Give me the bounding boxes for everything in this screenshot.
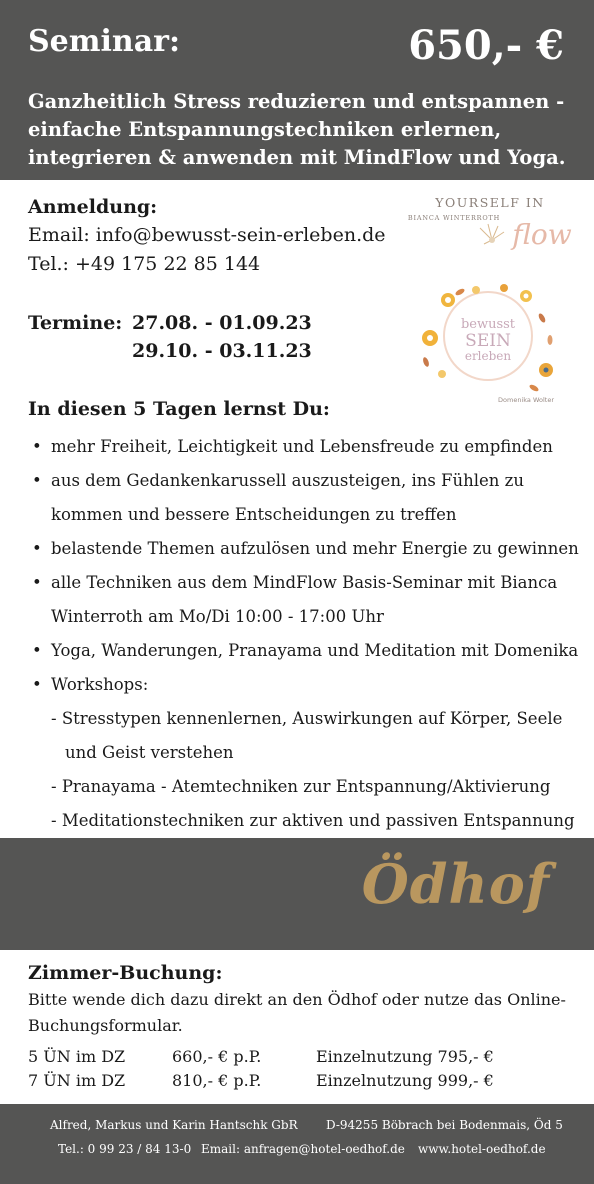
zimmer-text: Bitte wende dich dazu direkt an den Ödhof oder nutze das Online-Buchungsformular. (28, 990, 566, 1035)
bullet-item: • alle Techniken aus dem MindFlow Basis-Seminar mit Bianca (32, 566, 582, 600)
rate-nights: 5 ÜN im DZ (28, 1047, 126, 1066)
termin-date-2: 29.10. - 03.11.23 (132, 340, 312, 362)
footer-web[interactable]: www.hotel-oedhof.de (418, 1142, 546, 1156)
bullet-item: • mehr Freiheit, Leichtigkeit und Lebensfreude zu empfinden (32, 430, 582, 464)
rate-table (28, 1045, 568, 1093)
footer-owners: Alfred, Markus und Karin Hantschk GbR (50, 1118, 298, 1132)
oedhof-logo: Ödhof (361, 852, 550, 916)
workshop-item: - Pranayama - Atemtechniken zur Entspannung/Aktivierung (51, 777, 551, 796)
rate-nights: 7 ÜN im DZ (28, 1071, 126, 1090)
yourself-in-flow-logo (404, 192, 576, 262)
workshop-item: - Meditationstechniken zur aktiven und passiven Entspannung (51, 811, 575, 830)
footer-email[interactable]: Email: anfragen@hotel-oedhof.de (201, 1142, 405, 1156)
footer-tel[interactable]: Tel.: 0 99 23 / 84 13-0 (58, 1142, 192, 1156)
bewusst-sein-erleben-logo (408, 278, 568, 406)
rate-single: Einzelnutzung 999,- € (316, 1071, 494, 1090)
header-banner (0, 0, 594, 180)
logo-erleben-text: erleben (464, 349, 512, 363)
footer (0, 1104, 594, 1184)
bullet-item: • Workshops: (32, 668, 582, 702)
logo-flow-text: flow (512, 218, 572, 251)
rate-price: 660,- € p.P. (172, 1047, 262, 1066)
anmeldung-email[interactable]: Email: info@bewusst-sein-erleben.de (28, 224, 386, 246)
logo-bewusst-text: bewusst (460, 317, 516, 332)
logo-domenika-text: Domenika Wolter (498, 396, 554, 404)
bullet-item: • aus dem Gedankenkarussell auszusteigen, ins Fühlen zu (32, 464, 582, 498)
logo-yourself-top-text: YOURSELF IN (435, 195, 545, 210)
learn-title: In diesen 5 Tagen lernst Du: (28, 398, 330, 420)
seminar-price: 650,- € (408, 22, 564, 69)
bullet-item: • belastende Themen aufzulösen und mehr Energie zu gewinnen (32, 532, 582, 566)
rate-single: Einzelnutzung 795,- € (316, 1047, 494, 1066)
workshop-continuation: und Geist verstehen (65, 743, 234, 762)
logo-sein-text: SEIN (465, 331, 511, 351)
bullet-item: • Yoga, Wanderungen, Pranayama und Meditation mit Domenika (32, 634, 582, 668)
termine-label: Termine: (28, 312, 123, 334)
anmeldung-tel[interactable]: Tel.: +49 175 22 85 144 (28, 253, 261, 275)
zimmer-title: Zimmer-Buchung: (28, 962, 223, 984)
logo-yourself-name-text: BIANCA WINTERROTH (407, 214, 501, 222)
rate-row (28, 1045, 568, 1069)
bullet-continuation: Winterroth am Mo/Di 10:00 - 17:00 Uhr (51, 607, 384, 626)
seminar-label: Seminar: (28, 24, 181, 59)
leaf-icon (480, 224, 504, 244)
learn-bullet-list (32, 430, 582, 838)
footer-address: D-94255 Böbrach bei Bodenmais, Öd 5 (326, 1118, 563, 1132)
anmeldung-title: Anmeldung: (28, 196, 158, 218)
termin-date-1: 27.08. - 01.09.23 (132, 312, 312, 334)
rate-row (28, 1069, 568, 1093)
seminar-subtitle: Ganzheitlich Stress reduzieren und entspannen - einfache Entspannungstechniken erlernen, integrieren & anwenden mit MindFlow und Yoga. (28, 90, 566, 169)
rate-price: 810,- € p.P. (172, 1071, 262, 1090)
bullet-continuation: kommen und bessere Entscheidungen zu treffen (51, 505, 457, 524)
workshop-item: - Stresstypen kennenlernen, Auswirkungen auf Körper, Seele (51, 709, 563, 728)
